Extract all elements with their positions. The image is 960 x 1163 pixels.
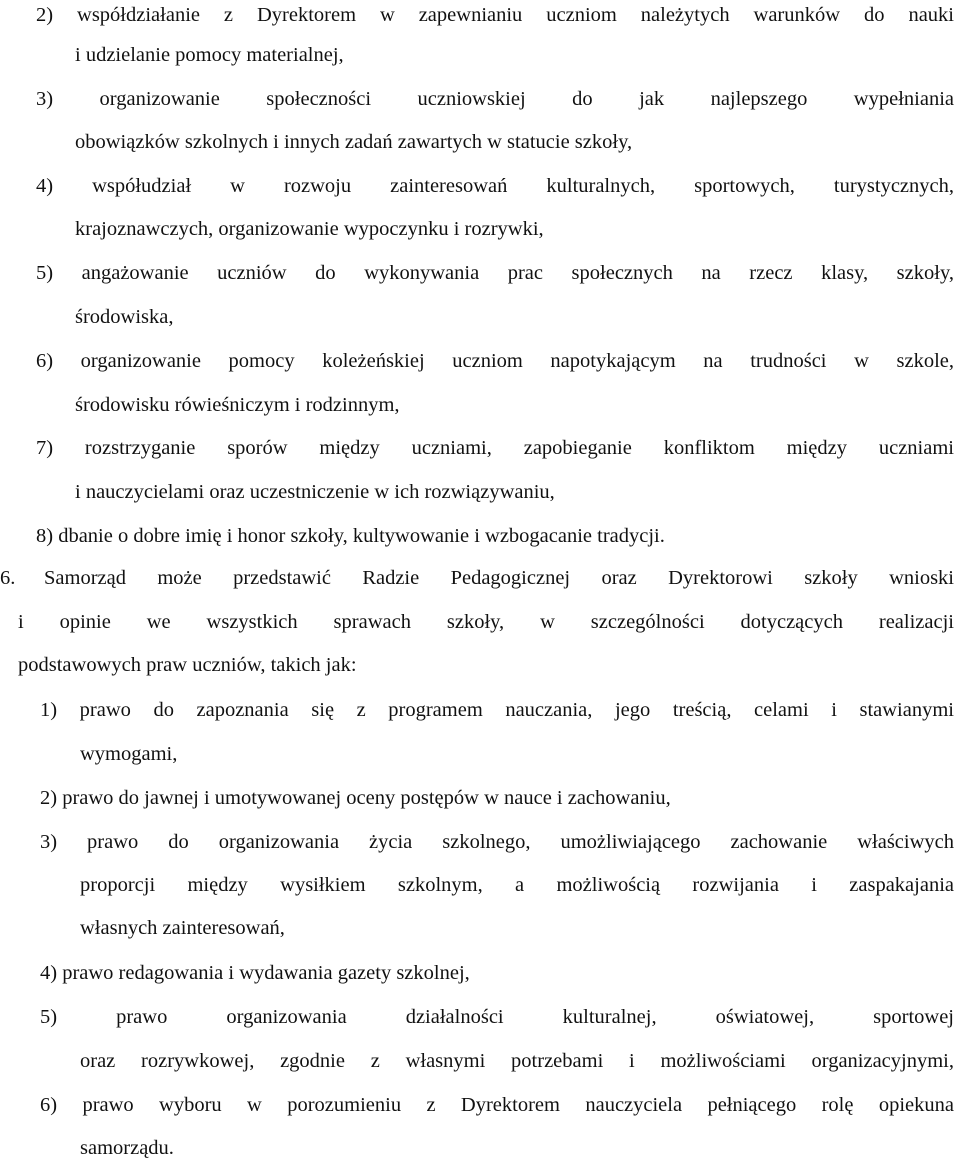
text-line: wymogami, [80, 743, 178, 765]
text-line: własnych zainteresowań, [80, 917, 285, 939]
text-line: krajoznawczych, organizowanie wypoczynku i rozrywki, [75, 218, 544, 240]
text-line: środowiska, [75, 306, 174, 328]
text-line: 3) prawo do organizowania życia szkolnego, umożliwiającego zachowanie właściwych [40, 831, 954, 853]
text-line: 1) prawo do zapoznania się z programem nauczania, jego treścią, celami i stawianymi [40, 699, 954, 721]
text-line: Samorząd może przedstawić Radzie Pedagogicznej oraz Dyrektorowi szkoły wnioski [44, 567, 954, 589]
text-line: oraz rozrywkowej, zgodnie z własnymi potrzebami i możliwościami organizacyjnymi, [80, 1050, 954, 1072]
text-line: 5) angażowanie uczniów do wykonywania prac społecznych na rzecz klasy, szkoły, [36, 262, 954, 284]
section-number: 6. [0, 567, 16, 589]
text-line: 2) współdziałanie z Dyrektorem w zapewnianiu uczniom należytych warunków do nauki [36, 4, 954, 26]
text-line: 5) prawo organizowania działalności kulturalnej, oświatowej, sportowej [40, 1006, 954, 1028]
text-line: 6) prawo wyboru w porozumieniu z Dyrektorem nauczyciela pełniącego rolę opiekuna [40, 1094, 954, 1116]
text-line: środowisku rówieśniczym i rodzinnym, [75, 394, 400, 416]
text-line: 8) dbanie o dobre imię i honor szkoły, kultywowanie i wzbogacanie tradycji. [36, 525, 665, 547]
text-line: i opinie we wszystkich sprawach szkoły, w szczególności dotyczących realizacji [18, 611, 954, 633]
text-line: obowiązków szkolnych i innych zadań zawartych w statucie szkoły, [75, 131, 633, 153]
text-line: i nauczycielami oraz uczestniczenie w ich rozwiązywaniu, [75, 481, 555, 503]
text-line: samorządu. [80, 1137, 174, 1159]
text-line: 2) prawo do jawnej i umotywowanej oceny postępów w nauce i zachowaniu, [40, 787, 671, 809]
text-line: podstawowych praw uczniów, takich jak: [18, 654, 357, 676]
text-line: 6) organizowanie pomocy koleżeńskiej uczniom napotykającym na trudności w szkole, [36, 350, 954, 372]
text-line: i udzielanie pomocy materialnej, [75, 44, 344, 66]
text-line: 4) współudział w rozwoju zainteresowań kulturalnych, sportowych, turystycznych, [36, 175, 954, 197]
text-line: 7) rozstrzyganie sporów między uczniami, zapobieganie konfliktom między uczniami [36, 437, 954, 459]
text-line: proporcji między wysiłkiem szkolnym, a możliwością rozwijania i zaspakajania [80, 874, 954, 896]
text-line: 3) organizowanie społeczności uczniowskiej do jak najlepszego wypełniania [36, 88, 954, 110]
text-line: 4) prawo redagowania i wydawania gazety szkolnej, [40, 962, 470, 984]
